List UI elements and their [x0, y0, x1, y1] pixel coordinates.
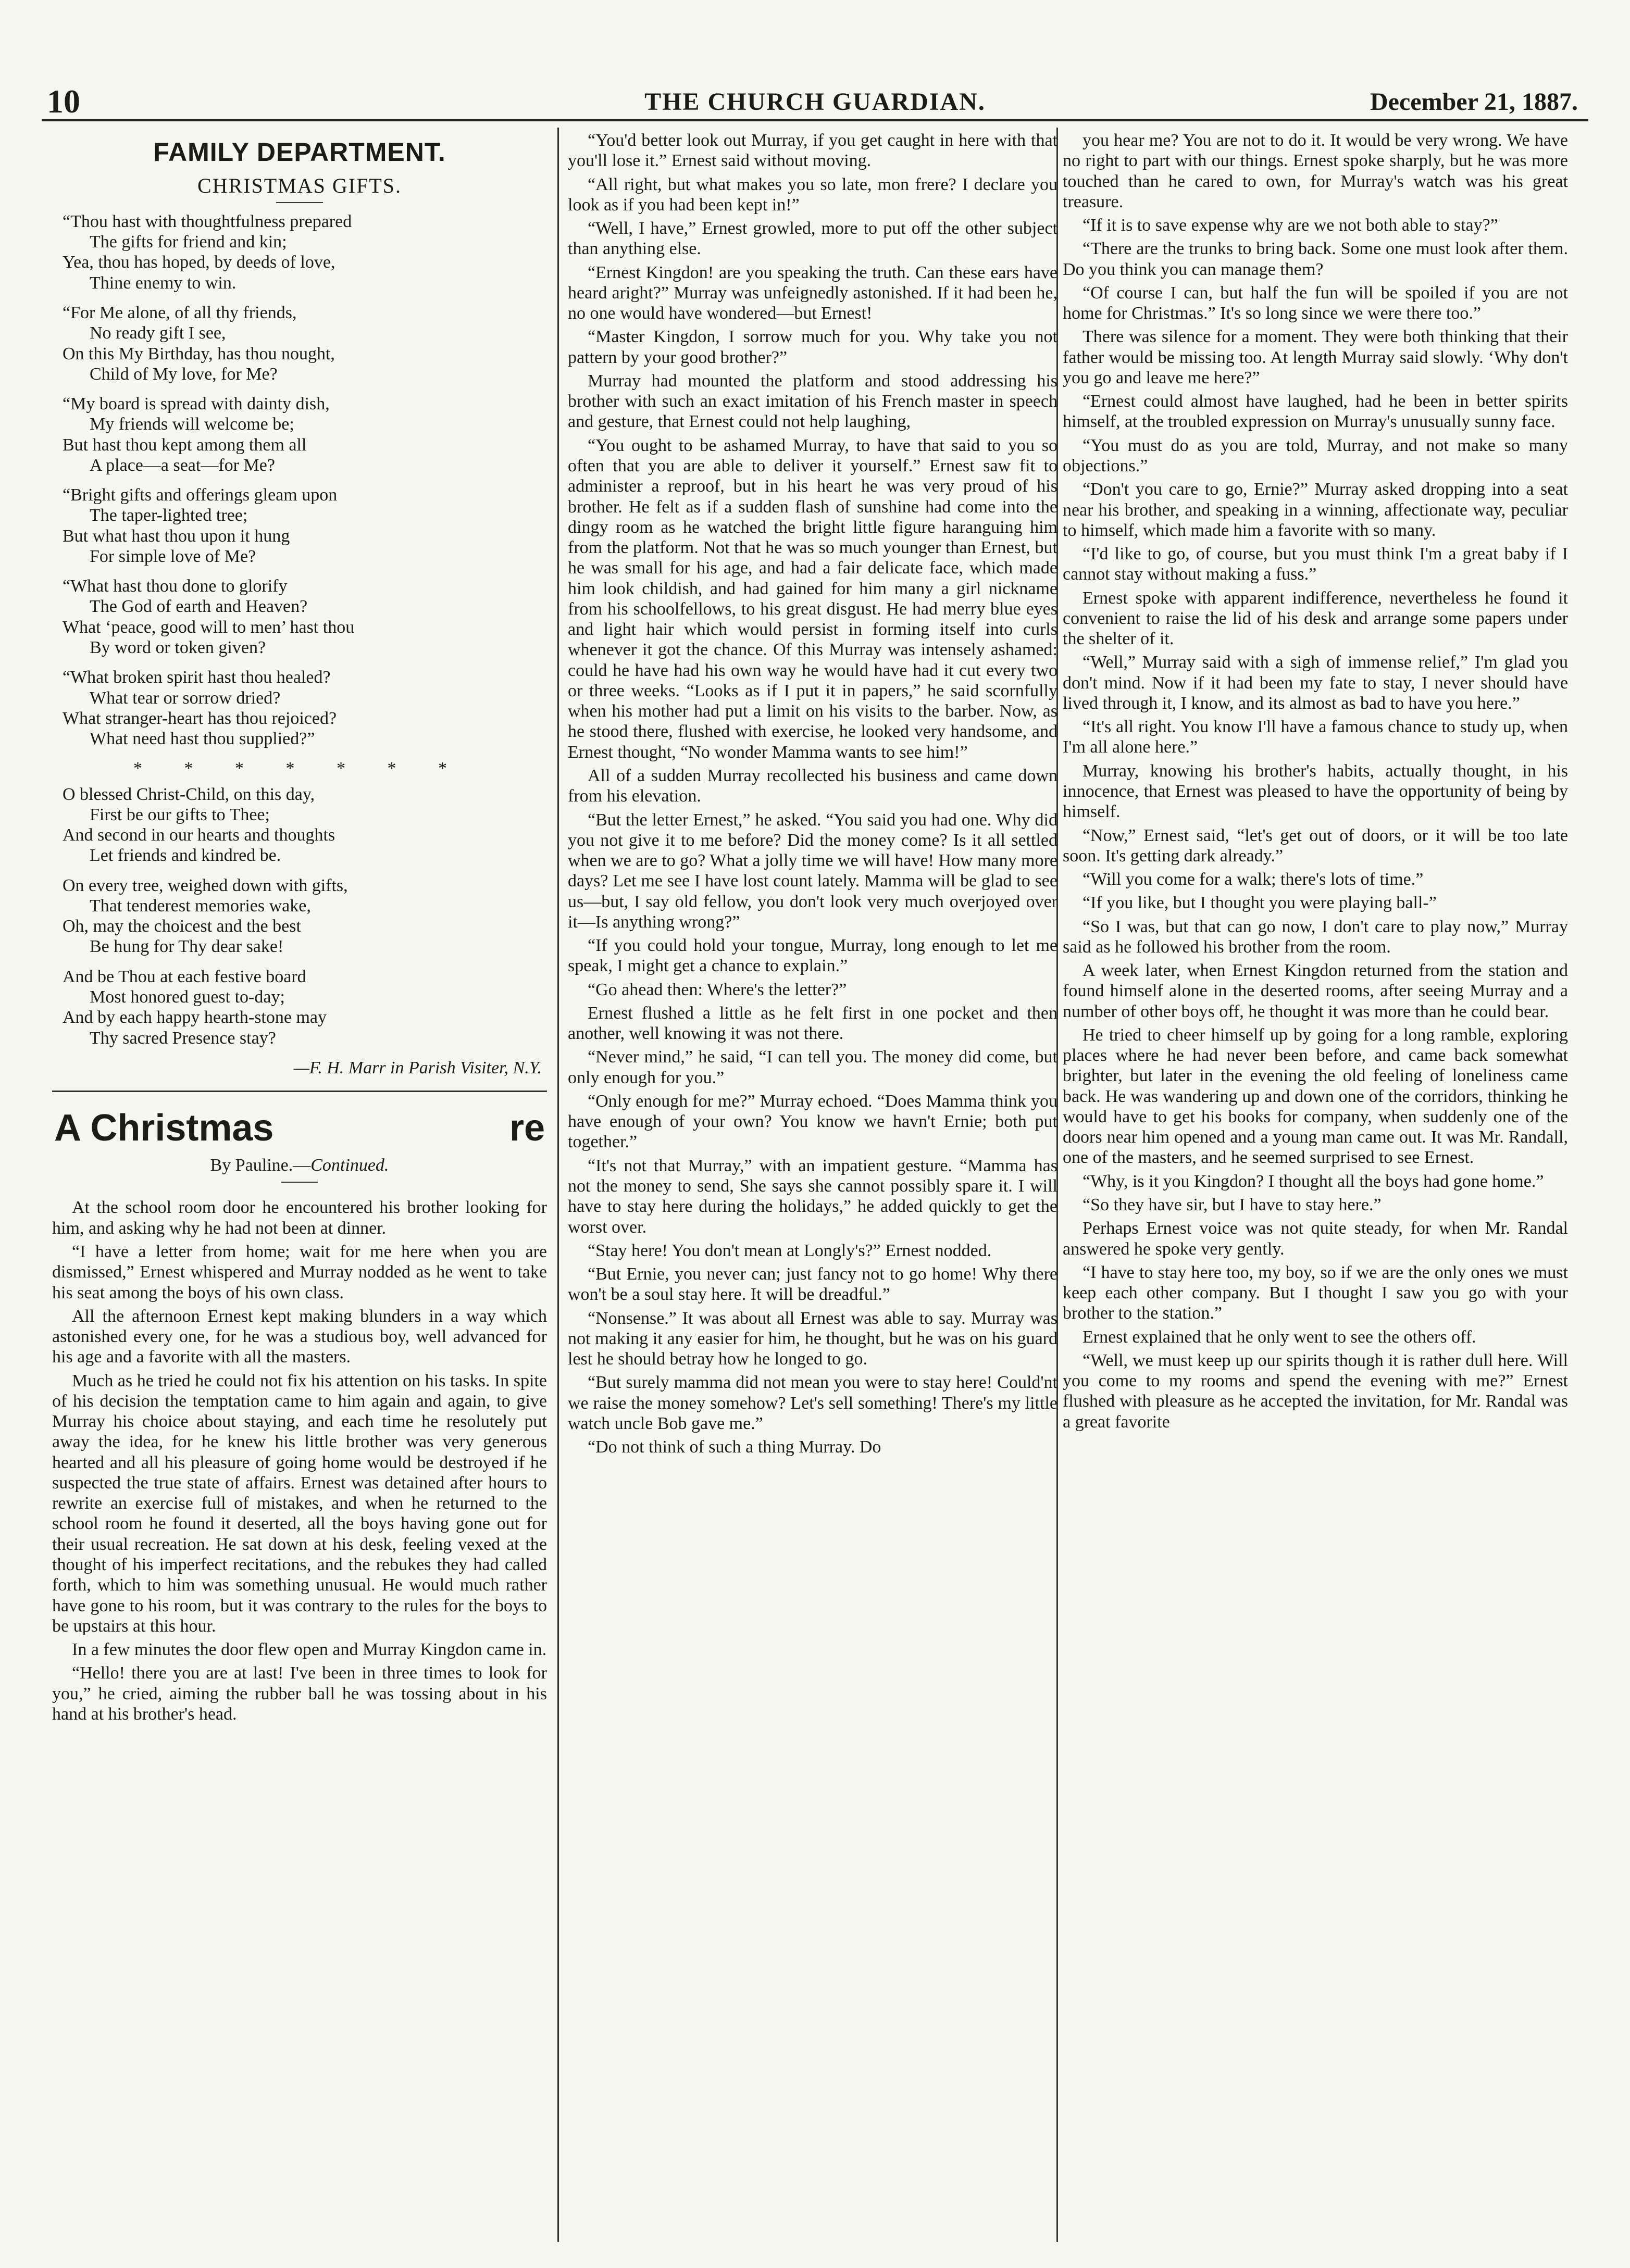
- poem-stanza: [63, 667, 547, 749]
- story-paragraph: “I'd like to go, of course, but you must think I'm a great baby if I cannot stay without making a fuss.”: [1063, 544, 1568, 584]
- byline-continued: Continued.: [310, 1156, 389, 1175]
- poem-line: Yea, thou has hoped, by deeds of love,: [63, 253, 335, 272]
- story-paragraph: Ernest explained that he only went to see the others off.: [1082, 1327, 1476, 1347]
- poem-line: The gifts for friend and kin;: [90, 232, 287, 252]
- poem-line: “Thou hast with thoughtfulness prepared: [63, 211, 352, 231]
- story-paragraph: “Why, is it you Kingdon? I thought all the boys had gone home.”: [1082, 1171, 1544, 1191]
- poem-line: Be hung for Thy dear sake!: [90, 937, 284, 957]
- poem-line: But what hast thou upon it hung: [63, 526, 290, 546]
- story-paragraph: A week later, when Ernest Kingdon returned from the station and found himself alone in the deserted rooms, after seeing Murray and a number of other boys off, he thought it was more than he could bear.: [1063, 961, 1568, 1021]
- poem-line: Let friends and kindred be.: [90, 846, 281, 866]
- poem-line: The God of earth and Heaven?: [90, 597, 308, 617]
- poem-line: Oh, may the choicest and the best: [63, 917, 301, 936]
- story-paragraph: He tried to cheer himself up by going for a long ramble, exploring places where he had never been before, and came back somewhat brighter, but later in the evening the old feeling of loneliness came back. He was wandering up and down one of the corridors, thinking he would have to get his books for company, when suddenly one of the doors near him opened and a young man came out. It was Mr. Randall, one of the masters, and he seemed surprised to see Ernest.: [1063, 1025, 1568, 1168]
- story-paragraph: Murray, knowing his brother's habits, actually thought, in his innocence, that Ernest was pleased to have the opportunity of being by himself.: [1063, 761, 1568, 822]
- poem-line: And by each happy hearth-stone may: [63, 1008, 327, 1028]
- poem-stanza: [63, 875, 547, 957]
- story-paragraph: “Never mind,” he said, “I can tell you. The money did come, but only enough for you.”: [568, 1047, 1057, 1087]
- story-paragraph: “It's all right. You know I'll have a famous chance to study up, when I'm all alone here.”: [1063, 717, 1568, 757]
- poem-line: For simple love of Me?: [90, 546, 256, 566]
- story-paragraph: you hear me? You are not to do it. It would be very wrong. We have no right to part with our things. Ernest spoke sharply, but he was more touched than he cared to own, for Murray's watch was his great treasure.: [1063, 131, 1568, 211]
- publication-title: THE CHURCH GUARDIAN.: [644, 88, 986, 116]
- story-title: [52, 1107, 547, 1150]
- title-rule: [276, 202, 323, 203]
- poem-line: By word or token given?: [90, 637, 266, 657]
- story-paragraph: “If you could hold your tongue, Murray, long enough to let me speak, I might get a chance to explain.”: [568, 936, 1057, 976]
- poem-line: First be our gifts to Thee;: [90, 805, 270, 824]
- poem-attribution: —F. H. Marr in Parish Visiter, N.Y.: [293, 1058, 542, 1077]
- story-paragraph: “Ernest Kingdon! are you speaking the truth. Can these ears have heard aright?” Murray was unfeignedly astonished. If it had been he, no one would have wondered—but Ernest!: [568, 262, 1057, 323]
- story-paragraph: All of a sudden Murray recollected his business and came down from his elevation.: [568, 766, 1057, 806]
- story-paragraph: “But Ernie, you never can; just fancy not to go home! Why there won't be a soul stay here. It will be dreadful.”: [568, 1264, 1057, 1305]
- poem-line: Thy sacred Presence stay?: [90, 1028, 276, 1048]
- byline-rule: [281, 1182, 318, 1183]
- story-paragraph: Perhaps Ernest voice was not quite steady, for when Mr. Randal answered he spoke very gently.: [1063, 1219, 1568, 1259]
- column-2: [568, 130, 1057, 2250]
- poem-stanza: [63, 303, 547, 384]
- story-paragraph: “Will you come for a walk; there's lots of time.”: [1082, 870, 1424, 889]
- page-number: 10: [47, 83, 80, 120]
- column-1: [52, 130, 547, 2250]
- poem-line: “Bright gifts and offerings gleam upon: [63, 485, 338, 505]
- story-paragraph: At the school room door he encountered his brother looking for him, and asking why he had not been at dinner.: [52, 1198, 547, 1238]
- story-body-column-3: [1063, 130, 1568, 1432]
- poem-line: On this My Birthday, has thou nought,: [63, 344, 335, 364]
- poem-stanza: [63, 784, 547, 866]
- poem-line: That tenderest memories wake,: [90, 896, 311, 916]
- story-paragraph: “If you like, but I thought you were playing ball-”: [1082, 893, 1437, 913]
- story-paragraph: In a few minutes the door flew open and Murray Kingdon came in.: [72, 1640, 547, 1660]
- story-body-column-1: [52, 1197, 547, 1724]
- story-paragraph: “So they have sir, but I have to stay here.”: [1082, 1195, 1382, 1215]
- poem-line: Most honored guest to-day;: [90, 987, 285, 1007]
- poem-line: “What broken spirit hast thou healed?: [63, 668, 331, 687]
- story-title-left: A Christmas: [54, 1107, 274, 1149]
- story-paragraph: “Go ahead then: Where's the letter?”: [588, 980, 847, 999]
- story-paragraph: “Nonsense.” It was about all Ernest was able to say. Murray was not making it any easier for him, he thought, but he was on his guard lest he should betray how he longed to go.: [568, 1308, 1057, 1369]
- column-rule-1: [557, 128, 559, 2242]
- story-paragraph: “But surely mamma did not mean you were to stay here! Could'nt we raise the money somehow? Let's sell something! There's my little watch uncle Bob gave me.”: [568, 1373, 1057, 1433]
- story-paragraph: “There are the trunks to bring back. Some one must look after them. Do you think you can manage them?: [1063, 239, 1568, 279]
- byline-author: By Pauline.—: [210, 1156, 311, 1175]
- story-paragraph: “Well, we must keep up our spirits though it is rather dull here. Will you come to my rooms and spend the evening with me?” Ernest flushed with pleasure as he accepted the invitation, for Mr. Randal was a great favorite: [1063, 1350, 1568, 1432]
- poem-line: “What hast thou done to glorify: [63, 577, 288, 596]
- poem-line: But hast thou kept among them all: [63, 435, 307, 455]
- poem-line: What ‘peace, good will to men’ hast thou: [63, 617, 355, 637]
- poem-stanzas: [52, 211, 547, 749]
- poem-line: What need hast thou supplied?”: [90, 729, 315, 749]
- poem-line: No ready gift I see,: [90, 323, 226, 343]
- story-paragraph: Murray had mounted the platform and stood addressing his brother with such an exact imitation of his French master in speech and gesture, that Ernest could not help laughing,: [568, 371, 1057, 432]
- story-paragraph: “You'd better look out Murray, if you get caught in here with that you'll lose it.” Ernest said without moving.: [568, 131, 1057, 171]
- story-paragraph: “If it is to save expense why are we not both able to stay?”: [1082, 216, 1498, 235]
- poem-line: O blessed Christ-Child, on this day,: [63, 784, 315, 804]
- story-paragraph: Ernest flushed a little as he felt first in one pocket and then another, well knowing it was not there.: [568, 1003, 1057, 1044]
- story-paragraph: Much as he tried he could not fix his attention on his tasks. In spite of his decision the temptation came to him again and again, to give Murray his choice about staying, and each time he resolutely put away the idea, for he knew his little brother was very generous hearted and all his pleasure of going home would be destroyed if he suspected the true state of affairs. Ernest was detained after hours to rewrite an exercise full of mistakes, and when he returned to the school room he found it deserted, all the boys having gone out for their usual recreation. He sat down at his desk, feeling vexed at the thought of his imperfect recitations, and the rebukes they had called forth, which to him was something unusual. He would much rather have gone to his room, but it was contrary to the rules for the boys to be upstairs at this hour.: [52, 1371, 547, 1636]
- story-paragraph: “Only enough for me?” Murray echoed. “Does Mamma think you have enough of your own? You know we havn't Ernie; both put together.”: [568, 1091, 1057, 1152]
- poem-line: Thine enemy to win.: [90, 273, 237, 293]
- story-byline: [52, 1155, 547, 1175]
- story-paragraph: “Do not think of such a thing Murray. Do: [588, 1437, 881, 1457]
- story-title-right: re: [509, 1107, 545, 1149]
- column-3: [1063, 130, 1568, 2250]
- poem-line: “My board is spread with dainty dish,: [63, 394, 330, 414]
- poem-stanzas-continued: [52, 784, 547, 1048]
- story-paragraph: “Don't you care to go, Ernie?” Murray asked dropping into a seat near his brother, and speaking in a winning, affectionate way, peculiar to himself, which made him a favorite with so many.: [1063, 480, 1568, 540]
- poem-stanza: [63, 967, 547, 1048]
- story-paragraph: “Master Kingdon, I sorrow much for you. Why take you not pattern by your good brother?”: [568, 327, 1057, 367]
- header-rule: [42, 119, 1588, 121]
- poem-stanza: [63, 211, 547, 293]
- story-paragraph: “Well,” Murray said with a sigh of immense relief,” I'm glad you don't mind. Now if it had been my fate to stay, I never should have lived through it, I know, and its almost as bad to have you here.”: [1063, 653, 1568, 713]
- poem-line: What stranger-heart has thou rejoiced?: [63, 708, 337, 728]
- story-paragraph: “Now,” Ernest said, “let's get out of doors, or it will be too late soon. It's getting dark already.”: [1063, 825, 1568, 866]
- story-paragraph: “Of course I can, but half the fun will be spoiled if you are not home for Christmas.” It's so long since we were there too.”: [1063, 283, 1568, 323]
- story-paragraph: “All right, but what makes you so late, mon frere? I declare you look as if you had been kept in!”: [568, 174, 1057, 215]
- section-heading: FAMILY DEPARTMENT.: [153, 137, 446, 167]
- poem-stanza: [63, 394, 547, 475]
- story-paragraph: “I have a letter from home; wait for me here when you are dismissed,” Ernest whispered and Murray nodded as he went to take his seat among the boys of his own class.: [52, 1242, 547, 1302]
- section-divider: [52, 1091, 547, 1092]
- story-paragraph: “I have to stay here too, my boy, so if we are the only ones we must keep each other company. But I thought I saw you go with your brother to the station.”: [1063, 1262, 1568, 1323]
- poem-stanza: [63, 576, 547, 658]
- story-paragraph: Ernest spoke with apparent indifference, nevertheless he found it convenient to raise the lid of his desk and arrange some papers under the shelter of it.: [1063, 588, 1568, 649]
- story-paragraph: “Well, I have,” Ernest growled, more to put off the other subject than anything else.: [568, 219, 1057, 259]
- story-paragraph: All the afternoon Ernest kept making blunders in a way which astonished every one, for he was a studious boy, well advanced for his age and a favorite with all the masters.: [52, 1306, 547, 1367]
- poem-line: And second in our hearts and thoughts: [63, 825, 335, 845]
- story-paragraph: “Ernest could almost have laughed, had he been in better spirits himself, at the troubled expression on Murray's unusually sunny face.: [1063, 392, 1568, 432]
- poem-line: “For Me alone, of all thy friends,: [63, 303, 297, 322]
- story-paragraph: “Stay here! You don't mean at Longly's?” Ernest nodded.: [588, 1240, 992, 1260]
- poem-line: The taper-lighted tree;: [90, 506, 248, 525]
- story-paragraph: “It's not that Murray,” with an impatient gesture. “Mamma has not the money to send, She says she cannot possibly spare it. I will have to stay here during the holidays,” he added quickly to get the worst over.: [568, 1156, 1057, 1237]
- story-paragraph: “You must do as you are told, Murray, and not make so many objections.”: [1063, 435, 1568, 475]
- issue-date: December 21, 1887.: [1370, 88, 1578, 116]
- poem-line: A place—a seat—for Me?: [90, 455, 275, 475]
- poem-line: Child of My love, for Me?: [90, 364, 278, 384]
- poem-line: My friends will welcome be;: [90, 415, 294, 434]
- story-paragraph: “But the letter Ernest,” he asked. “You said you had one. Why did you not give it to me before? Did the money come? Is it all settled when we are to go? What a jolly time we will have! How many more days? Let me see I have lost count lately. Mamma will be glad to see us—but, I say old fellow, you don't look very much overjoyed over it—Is anything wrong?”: [568, 810, 1057, 932]
- story-paragraph: “Hello! there you are at last! I've been in three times to look for you,” he cried, aiming the rubber ball he was tossing about in his hand at his brother's head.: [52, 1663, 547, 1724]
- page-header: [42, 78, 1588, 125]
- story-paragraph: “So I was, but that can go now, I don't care to play now,” Murray said as he followed his brother from the room.: [1063, 917, 1568, 957]
- story-paragraph: There was silence for a moment. They were both thinking that their father would be missing too. At length Murray said slowly. ‘Why don't you go and leave me here?”: [1063, 327, 1568, 387]
- poem-line: What tear or sorrow dried?: [90, 688, 281, 708]
- poem-line: And be Thou at each festive board: [63, 967, 306, 986]
- story-paragraph: “You ought to be ashamed Murray, to have that said to you so often that you are able to deliver it yourself.” Ernest saw fit to administer a reproof, but in his heart he was very proud of his brother. He felt as if a sudden flash of sunshine had come into the dingy room as he watched the bright little figure haranguing him from the platform. Not that he was so much younger than Ernest, but he was small for his age, and had a fair delicate face, which made him look childish, and had gained for him many a girl nickname from his schoolfellows, to his great disgust. He had merry blue eyes and light hair which would persist in forming itself into curls whenever it got the chance. Of this Murray was intensely ashamed: could he have had his own way he would have had it cut every two or three weeks. “Looks as if I put it in papers,” he said scornfully when his mother had put a limit on his visits to the barber. Now, as he stood there, flushed with exercise, he looked very handsome, and Ernest thought, “No wonder Mamma wants to see him!”: [568, 435, 1057, 762]
- poem-stanza: [63, 485, 547, 567]
- poem-title: CHRISTMAS GIFTS.: [197, 173, 402, 197]
- poem-line: On every tree, weighed down with gifts,: [63, 875, 348, 895]
- stanza-break-stars: * * * * * * *: [133, 759, 466, 779]
- story-body-column-2: [568, 130, 1057, 1457]
